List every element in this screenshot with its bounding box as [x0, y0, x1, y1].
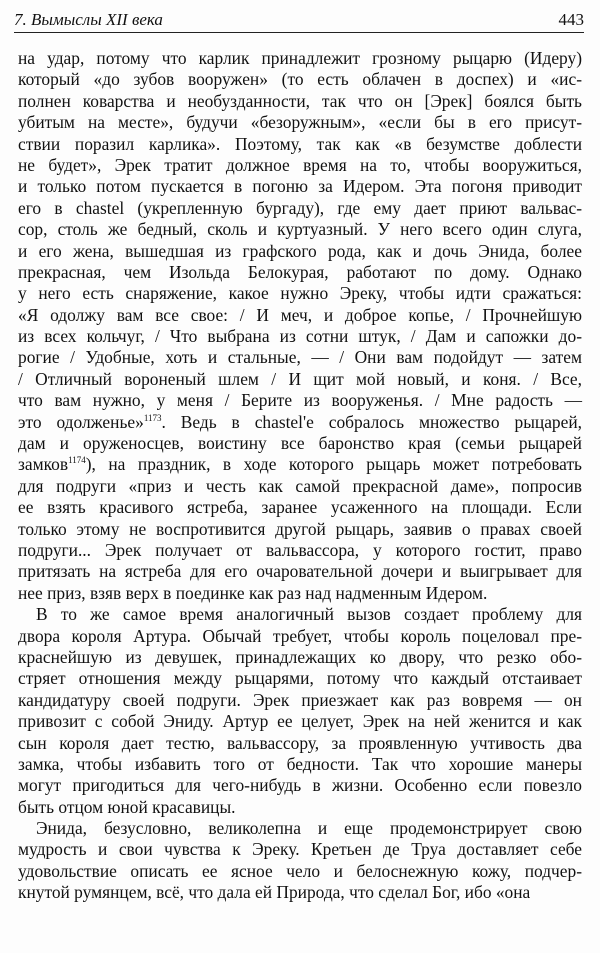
text-line: В то же самое время аналогичный вызов создает проблему для [36, 604, 582, 625]
paragraph [18, 604, 582, 818]
text-line: / Отличный вороненый шлем / И щит мой новый, и коня. / Все, [18, 368, 582, 389]
text-line: рогие / Удобные, хоть и стальные, — / Они вам подойдут — затем [18, 347, 582, 368]
text-line: и только потом пускается в погоню за Идером. Эта погоня приводит [18, 176, 582, 197]
text-line: это одолженье»$^{1173}$. Ведь в chastel'е собралось множество рыцарей, [18, 411, 582, 432]
text-line: быть отцом юной красавицы. [18, 796, 236, 817]
text-line: сын короля дает тестю, вальвассору, за проявленную учтивость два [18, 732, 582, 753]
text-line: нее приз, взяв верх в поединке как раз над надменным Идером. [18, 582, 488, 603]
text-line: подруги... Эрек получает от вальвассора, у которого гостит, право [18, 539, 582, 560]
text-line: стряет отношения между рыцарями, потому что каждый отстаивает [18, 668, 582, 689]
text-line: удовольствие описать ее ясное чело и белоснежную кожу, подчер- [18, 860, 582, 881]
text-line: притязать на ястреба для его очаровательной дочери и выигрывает для [18, 561, 582, 582]
text-line: краснейшую из девушек, принадлежащих ко двору, что резко обо- [18, 646, 582, 667]
text-line: Энида, безусловно, великолепна и еще продемонстрирует свою [36, 818, 582, 839]
text-line: полнен коварства и необузданности, так что он [Эрек] боялся быть [18, 90, 582, 111]
header-rule [14, 32, 584, 33]
body-text [18, 48, 582, 904]
running-header [14, 8, 584, 34]
text-line: что вам нужно, у меня / Берите из вооруженья. / Мне радость — [18, 390, 582, 411]
chapter-title: 7. Вымыслы XII века [14, 10, 163, 29]
text-line: сор, столь же бедный, сколь и куртуазный. У него всего один слуга, [18, 219, 582, 240]
text-line: двора короля Артура. Обычай требует, чтобы король поцеловал пре- [18, 625, 582, 646]
text-line: на удар, потому что карлик принадлежит грозному рыцарю (Идеру) [18, 48, 582, 68]
text-line: только этому не воспротивится другой рыцарь, заявив о правах своей [18, 518, 582, 539]
paragraph [18, 48, 582, 604]
text-line: убитым на месте», будучи «безоружным», «если бы в его присут- [18, 112, 582, 133]
text-line: ствии поразил карлика». Поэтому, так как «в безумстве доблести [18, 133, 582, 154]
text-line: ее взять красивого ястреба, заранее усаженного на площади. Если [18, 497, 582, 518]
text-line: привозит с собой Эниду. Артур ее целует, Эрек на ней женится и как [18, 711, 582, 732]
text-line: дам и оруженосцев, воистину все баронство края (семьи рыцарей [18, 433, 582, 454]
text-line: и его жена, вышедшая из графского рода, как и дочь Энида, более [18, 240, 582, 261]
text-line: его в chastel (укрепленную бургаду), где ему дает приют вальвас- [18, 197, 582, 218]
text-line: который «до зубов вооружен» (то есть облачен в доспех) и «ис- [18, 69, 582, 90]
text-line: замка, чтобы избавить того от бедности. Так что хорошие манеры [18, 753, 582, 774]
text-line: «Я одолжу вам все свое: / И меч, и доброе копье, / Прочнейшую [18, 304, 582, 325]
text-line: для подруги «приз и честь как самой прекрасной даме», попросив [18, 475, 582, 496]
text-line: не будет», Эрек тратит должное время на то, чтобы вооружиться, [18, 154, 582, 175]
page-number: 443 [558, 10, 584, 29]
text-line: могут пригодиться для чего-нибудь в жизни. Особенно если повезло [18, 775, 582, 796]
text-line: у него есть снаряжение, какое нужно Эреку, чтобы идти сражаться: [18, 283, 582, 304]
text-line: кандидатуру своей подруги. Эрек приезжает как раз вовремя — он [18, 689, 582, 710]
text-line: мудрость и свои чувства к Эреку. Кретьен де Труа доставляет себе [18, 839, 582, 860]
text-line: кнутой румянцем, всё, что дала ей Природа, что сделал Бог, ибо «она [18, 882, 531, 903]
text-line: из всех кольчуг, / Что выбрана из сотни штук, / Дам и сапожки до- [18, 326, 582, 347]
paragraph [18, 818, 582, 904]
text-line: прекрасная, чем Изольда Белокурая, работают по дому. Однако [18, 261, 582, 282]
text-line: замков$^{1174}$), на праздник, в ходе которого рыцарь может потребовать [18, 454, 582, 475]
